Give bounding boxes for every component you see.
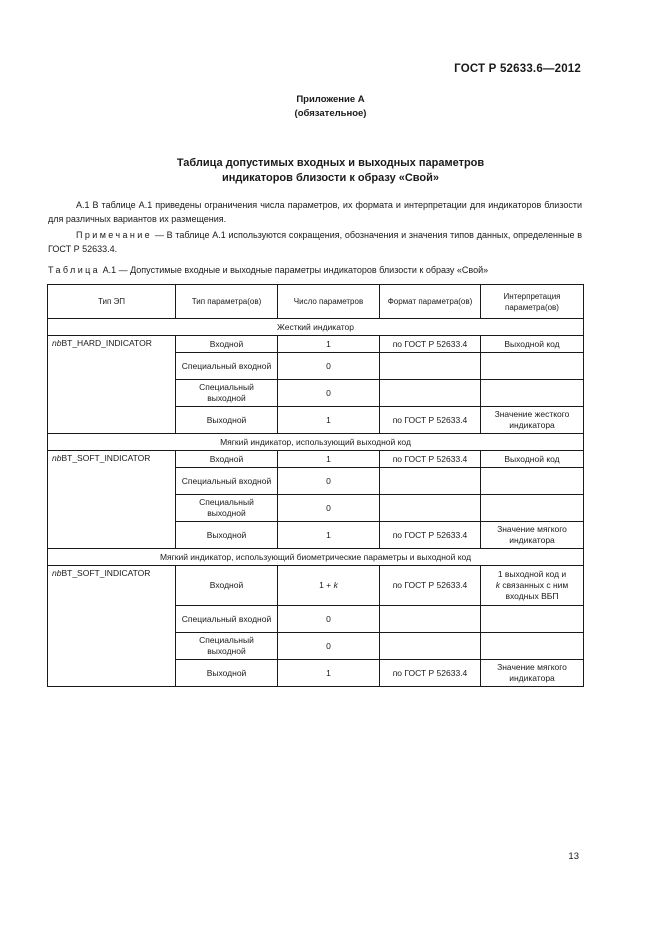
cell-type: Специальный входной bbox=[176, 353, 278, 380]
header-param-format: Формат параметра(ов) bbox=[380, 285, 481, 319]
cell-count: 1 bbox=[278, 451, 380, 468]
header-ep-type: Тип ЭП bbox=[48, 285, 176, 319]
cell-interpretation bbox=[481, 353, 584, 380]
cell-type: Выходной bbox=[176, 660, 278, 687]
cell-interpretation: Выходной код bbox=[481, 336, 584, 353]
header-param-count: Число параметров bbox=[278, 285, 380, 319]
cell-interpretation bbox=[481, 606, 584, 633]
table-row bbox=[48, 566, 584, 606]
appendix-heading bbox=[0, 93, 661, 121]
cell-count: 1 bbox=[278, 407, 380, 434]
section-row bbox=[48, 319, 584, 336]
cell-interpretation: 1 выходной код и k связанных с ним входных ВБП bbox=[481, 566, 584, 606]
table-row bbox=[48, 451, 584, 468]
ep-name-hard: nbBT_HARD_INDICATOR bbox=[48, 336, 176, 434]
section-title-soft-biometric: Мягкий индикатор, использующий биометрические параметры и выходной код bbox=[48, 549, 584, 566]
cell-type: Специальный выходной bbox=[176, 633, 278, 660]
cell-format bbox=[380, 380, 481, 407]
section-title-soft: Мягкий индикатор, использующий выходной код bbox=[48, 434, 584, 451]
note-text: — В таблице А.1 используются сокращения, обозначения и значения типов данных, определенные в ГОСТ Р 52633.4. bbox=[48, 230, 582, 254]
cell-type: Специальный входной bbox=[176, 468, 278, 495]
note-label: Примечание bbox=[76, 230, 153, 240]
paragraph-a1: А.1 В таблице А.1 приведены ограничения числа параметров, их формата и интерпретации для индикаторов близости для различных вариантов их размещения. bbox=[48, 200, 582, 224]
section-title-hard: Жесткий индикатор bbox=[48, 319, 584, 336]
cell-count: 0 bbox=[278, 353, 380, 380]
appendix-status: (обязательное) bbox=[294, 108, 367, 119]
cell-format bbox=[380, 633, 481, 660]
cell-count: 1 bbox=[278, 522, 380, 549]
cell-type: Специальный выходной bbox=[176, 495, 278, 522]
cell-count: 1 bbox=[278, 660, 380, 687]
cell-count: 1 + k bbox=[278, 566, 380, 606]
cell-interpretation bbox=[481, 380, 584, 407]
cell-type: Выходной bbox=[176, 522, 278, 549]
page-number: 13 bbox=[568, 851, 579, 862]
cell-type: Входной bbox=[176, 451, 278, 468]
section-row bbox=[48, 434, 584, 451]
document-number: ГОСТ Р 52633.6—2012 bbox=[454, 63, 581, 75]
cell-format: по ГОСТ Р 52633.4 bbox=[380, 566, 481, 606]
cell-format: по ГОСТ Р 52633.4 bbox=[380, 522, 481, 549]
title-line-1: Таблица допустимых входных и выходных параметров bbox=[176, 157, 485, 169]
ep-name-soft-biometric: nbBT_SOFT_INDICATOR bbox=[48, 566, 176, 687]
section-row bbox=[48, 549, 584, 566]
cell-format: по ГОСТ Р 52633.4 bbox=[380, 451, 481, 468]
cell-type: Специальный входной bbox=[176, 606, 278, 633]
cell-interpretation: Значение жесткого индикатора bbox=[481, 407, 584, 434]
cell-interpretation: Значение мягкого индикатора bbox=[481, 522, 584, 549]
title-line-2: индикаторов близости к образу «Свой» bbox=[221, 172, 440, 184]
cell-format bbox=[380, 606, 481, 633]
cell-interpretation: Значение мягкого индикатора bbox=[481, 660, 584, 687]
cell-type: Входной bbox=[176, 566, 278, 606]
appendix-label: Приложение А bbox=[296, 94, 365, 105]
caption-text: А.1 — Допустимые входные и выходные параметры индикаторов близости к образу «Свой» bbox=[100, 265, 489, 275]
table-row bbox=[48, 336, 584, 353]
cell-format: по ГОСТ Р 52633.4 bbox=[380, 660, 481, 687]
cell-count: 0 bbox=[278, 633, 380, 660]
note-paragraph bbox=[48, 228, 582, 256]
cell-count: 0 bbox=[278, 380, 380, 407]
cell-interpretation bbox=[481, 468, 584, 495]
table-header-row bbox=[48, 285, 584, 319]
cell-format bbox=[380, 495, 481, 522]
cell-interpretation bbox=[481, 633, 584, 660]
section-title bbox=[0, 156, 661, 186]
header-param-type: Тип параметра(ов) bbox=[176, 285, 278, 319]
cell-count: 0 bbox=[278, 606, 380, 633]
parameters-table bbox=[47, 284, 584, 687]
table-caption bbox=[48, 265, 488, 275]
cell-count: 0 bbox=[278, 495, 380, 522]
cell-type: Входной bbox=[176, 336, 278, 353]
cell-type: Специальный выходной bbox=[176, 380, 278, 407]
header-param-interpretation: Интерпретация параметра(ов) bbox=[481, 285, 584, 319]
cell-format: по ГОСТ Р 52633.4 bbox=[380, 336, 481, 353]
cell-count: 1 bbox=[278, 336, 380, 353]
cell-format: по ГОСТ Р 52633.4 bbox=[380, 407, 481, 434]
cell-format bbox=[380, 468, 481, 495]
cell-type: Выходной bbox=[176, 407, 278, 434]
cell-interpretation: Выходной код bbox=[481, 451, 584, 468]
ep-name-soft: nbBT_SOFT_INDICATOR bbox=[48, 451, 176, 549]
caption-label: Таблица bbox=[48, 265, 101, 275]
cell-format bbox=[380, 353, 481, 380]
cell-count: 0 bbox=[278, 468, 380, 495]
cell-interpretation bbox=[481, 495, 584, 522]
